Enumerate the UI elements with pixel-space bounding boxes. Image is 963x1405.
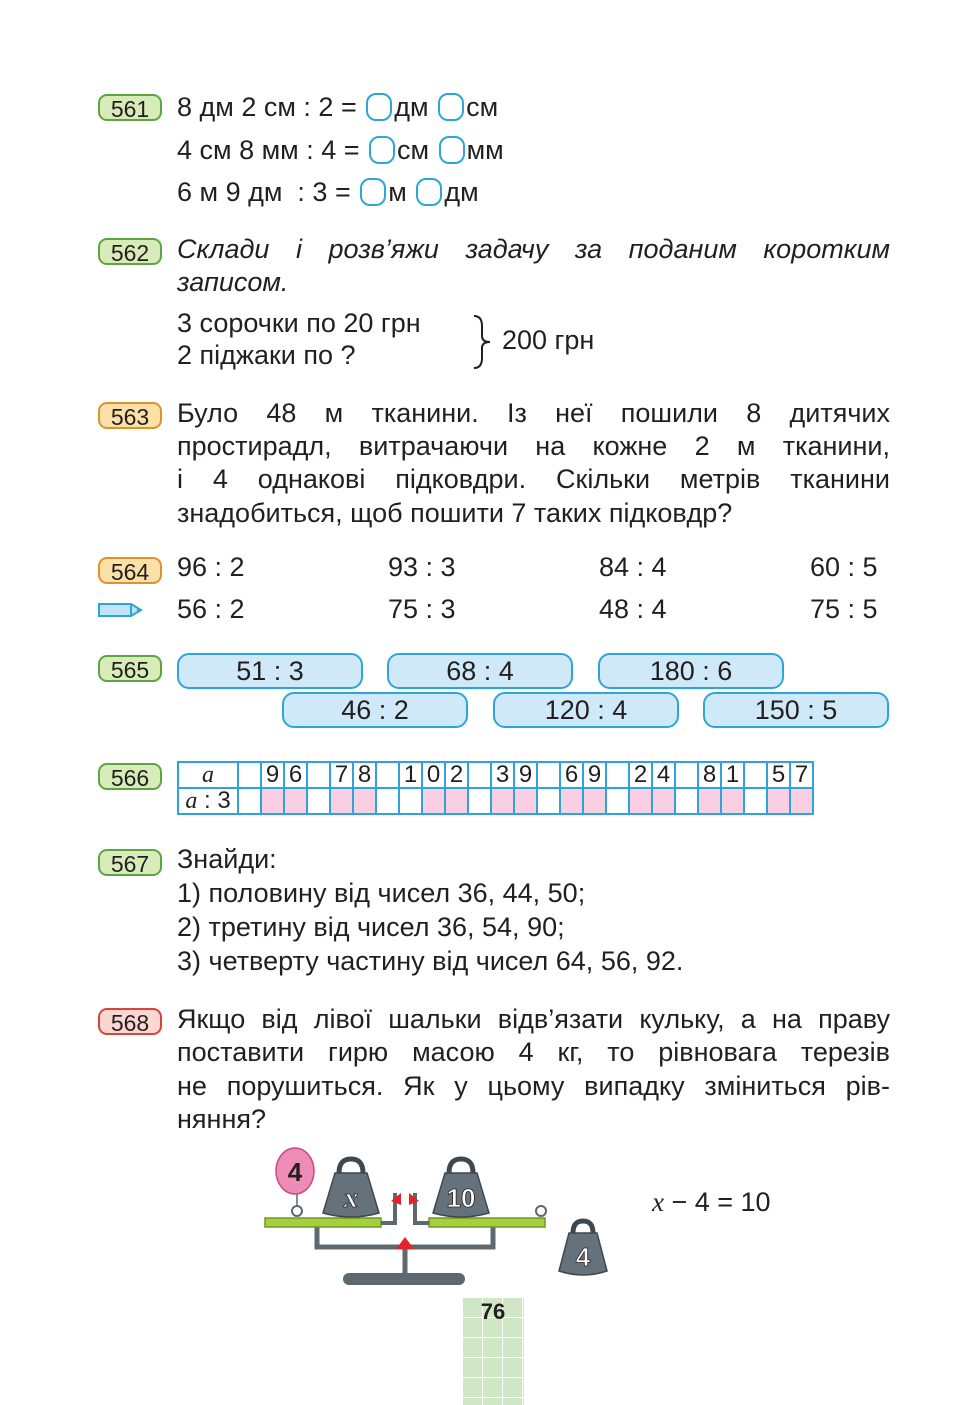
answer-cell[interactable] [491,788,514,814]
digit-cell: 2 [445,762,468,788]
scale-base [343,1273,465,1285]
answer-box[interactable] [366,93,392,121]
ex563-line-1: Було 48 м тканини. Із неї пошили 8 дитячих [177,398,890,428]
ex564-r2-c3: 48 : 4 [599,594,667,624]
digit-cell: 9 [514,762,537,788]
ex562-task-line-1: Склади і розв’яжи задачу за поданим коротким [177,234,890,264]
digit-cell: 8 [698,762,721,788]
answer-cell[interactable] [698,788,721,814]
exercise-561-number: 561 [98,94,162,121]
exercise-566-number: 566 [98,763,162,790]
answer-cell[interactable] [721,788,744,814]
ex567-item-1: 1) половину від чисел 36, 44, 50; [177,878,586,908]
digit-cell: 2 [629,762,652,788]
answer-cell[interactable] [790,788,813,814]
equation-variable: x [652,1187,664,1217]
ex567-title: Знайди: [177,844,277,874]
values-table [177,761,814,815]
ex561-row-3 [177,175,479,209]
ex564-r1-c3: 84 : 4 [599,552,667,582]
ex561-row-2 [177,133,504,167]
answer-box[interactable] [416,178,442,206]
ex562-item-2: 2 піджаки по ? [177,340,356,370]
weight-10-label: 10 [446,1183,476,1213]
answer-cell[interactable] [330,788,353,814]
expression-card[interactable]: 46 : 2 [282,692,468,728]
ex563-line-4: знадобиться, щоб пошити 7 таких підковдр? [177,498,733,528]
unit-label: дм [444,177,479,207]
curly-brace-icon [470,312,498,372]
weight-x-label: x [344,1183,358,1214]
left-pan [265,1218,381,1227]
unit-label: мм [466,135,504,165]
answer-box[interactable] [369,136,395,164]
unit-label: дм [394,92,429,122]
expression-card[interactable]: 120 : 4 [493,692,679,728]
ex567-item-3: 3) четверту частину від чисел 64, 56, 92. [177,946,684,976]
exercise-563-number: 563 [98,402,162,429]
balloon-label: 4 [287,1157,303,1187]
expression-card[interactable]: 150 : 5 [703,692,889,728]
exercise-564-number: 564 [98,557,162,584]
table-row-result [178,788,813,814]
weight-4-label: 4 [575,1242,591,1272]
ex567-item-2: 2) третину від чисел 36, 54, 90; [177,912,565,942]
expression-card[interactable]: 68 : 4 [387,653,573,689]
ex561-row-1-left: 8 дм 2 см : 2 = [177,92,357,122]
page-number: 76 [480,1299,506,1324]
row-label-a: a [178,762,238,788]
answer-cell[interactable] [445,788,468,814]
ex561-row-1 [177,90,498,124]
digit-cell: 9 [583,762,606,788]
digit-cell: 9 [261,762,284,788]
digit-cell: 6 [560,762,583,788]
digit-cell: 0 [422,762,445,788]
answer-cell[interactable] [583,788,606,814]
answer-cell[interactable] [422,788,445,814]
equation-rest: − 4 = 10 [663,1187,771,1217]
ex568-line-1: Якщо від лівої шальки відв’язати кульку, а на праву [177,1004,890,1034]
ex564-r2-c4: 75 : 5 [810,594,878,624]
ex562-total: 200 грн [502,325,595,355]
answer-cell[interactable] [767,788,790,814]
row-label-a-div-3: a : 3 [178,788,238,814]
balance-scale-illustration [255,1145,615,1285]
digit-cell: 5 [767,762,790,788]
ex561-row-3-left: 6 м 9 дм : 3 = [177,177,351,207]
answer-cell[interactable] [284,788,307,814]
answer-cell[interactable] [514,788,537,814]
answer-cell[interactable] [353,788,376,814]
ex568-line-4: няння? [177,1104,266,1134]
exercise-567-number: 567 [98,849,162,876]
digit-cell: 6 [284,762,307,788]
ex564-r1-c2: 93 : 3 [388,552,456,582]
exercise-568-number: 568 [98,1008,162,1035]
digit-cell: 8 [353,762,376,788]
answer-cell[interactable] [629,788,652,814]
unit-label: м [388,177,407,207]
unit-label: см [397,135,430,165]
digit-cell: 3 [491,762,514,788]
right-pan [429,1218,545,1227]
ex562-item-1: 3 сорочки по 20 грн [177,308,421,338]
ex564-r2-c1: 56 : 2 [177,594,245,624]
answer-box[interactable] [438,93,464,121]
ex563-line-3: і 4 однакові підковдри. Скільки метрів тканини [177,464,890,494]
answer-box[interactable] [439,136,465,164]
ex568-line-2: поставити гирю масою 4 кг, то рівновага терезів [177,1037,890,1067]
ex564-r1-c4: 60 : 5 [810,552,878,582]
ex561-row-2-left: 4 см 8 мм : 4 = [177,135,360,165]
unit-label: см [466,92,499,122]
ex568-line-3: не порушиться. Як у цьому випадку зміниться рів- [177,1071,890,1101]
answer-box[interactable] [360,178,386,206]
equation [652,1185,771,1219]
scale-pointer [396,1237,414,1249]
answer-cell[interactable] [560,788,583,814]
ex564-r1-c1: 96 : 2 [177,552,245,582]
digit-cell: 1 [721,762,744,788]
digit-cell: 7 [790,762,813,788]
exercise-565-number: 565 [98,655,162,682]
ex564-r2-c2: 75 : 3 [388,594,456,624]
exercise-562-number: 562 [98,238,162,265]
digit-cell: 7 [330,762,353,788]
expression-card[interactable]: 180 : 6 [598,653,784,689]
answer-cell[interactable] [261,788,284,814]
ex562-task-line-2: записом. [177,267,289,297]
expression-card[interactable]: 51 : 3 [177,653,363,689]
digit-cell: 1 [399,762,422,788]
pencil-icon [97,599,145,621]
answer-cell[interactable] [652,788,675,814]
table-row-a [178,762,813,788]
digit-cell: 4 [652,762,675,788]
ex563-line-2: простирадл, витрачаючи на кожне 2 м тканини, [177,431,890,461]
